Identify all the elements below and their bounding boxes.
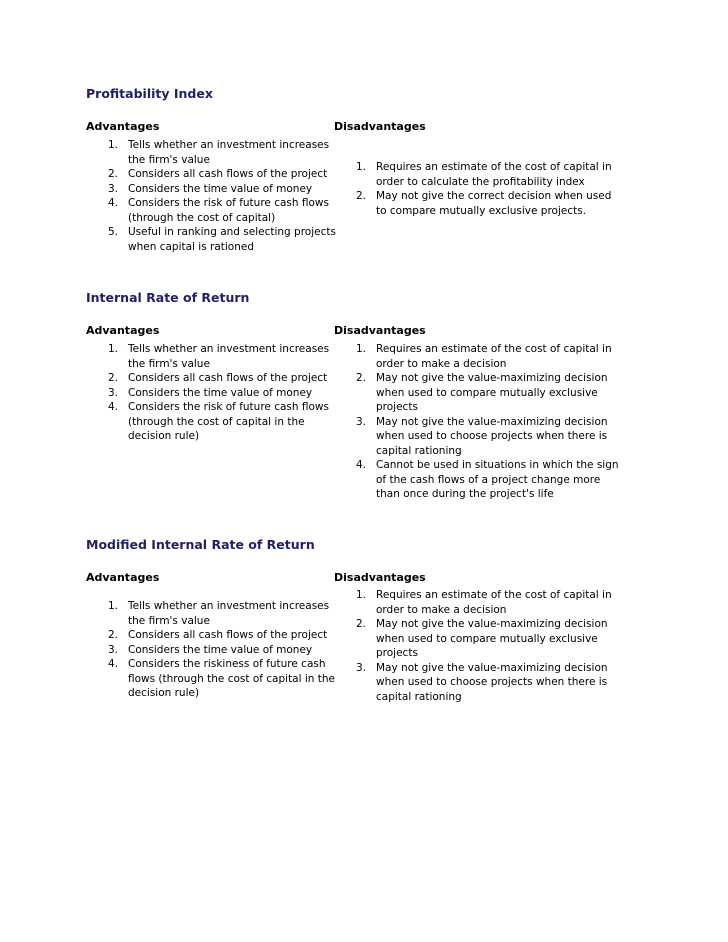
list-item: 2. Considers all cash flows of the project: [108, 629, 328, 641]
list-item: 4. Considers the risk of future cash flows (through the cost of capital): [108, 197, 329, 224]
advantages-list: [86, 138, 336, 254]
list-item: 2. May not give the correct decision when used to compare mutually exclusive projects.: [356, 190, 612, 217]
list-item: 1. Requires an estimate of the cost of capital in order to make a decision: [356, 343, 612, 370]
list-item: 3. Considers the time value of money: [108, 386, 313, 399]
list-item: 1. Tells whether an investment increases the firm's value: [108, 600, 330, 627]
list-item: 5. Useful in ranking and selecting projects when capital is rationed: [108, 226, 336, 253]
advantages-heading: Advantages: [86, 120, 160, 133]
advantages-heading: Advantages: [86, 571, 160, 584]
list-item: 2. May not give the value-maximizing decision when used to compare mutually exclusive projects: [356, 618, 608, 659]
list-item: 3. Considers the time value of money: [108, 643, 313, 656]
disadvantages-heading: Disadvantages: [334, 120, 426, 133]
list-item: 1. Tells whether an investment increases the firm's value: [108, 139, 330, 166]
advantages-list: [86, 342, 336, 444]
list-item: 1. Requires an estimate of the cost of capital in order to make a decision: [356, 589, 612, 616]
list-item: 4. Considers the riskiness of future cash flows (through the cost of capital in the decision rule): [108, 658, 336, 699]
disadvantages-heading: Disadvantages: [334, 324, 426, 337]
section-title: Internal Rate of Return: [86, 290, 250, 305]
disadvantages-list: [334, 588, 624, 704]
list-item: 2. Considers all cash flows of the project: [108, 372, 328, 384]
section-title: Modified Internal Rate of Return: [86, 537, 315, 552]
section-title: Profitability Index: [86, 86, 213, 101]
list-item: 4. Considers the risk of future cash flows (through the cost of capital in the decision rule): [108, 401, 329, 442]
list-item: 2. Considers all cash flows of the project: [108, 168, 328, 180]
list-item: 1. Tells whether an investment increases the firm's value: [108, 343, 330, 370]
list-item: 3. Considers the time value of money: [108, 182, 313, 195]
list-item: 3. May not give the value-maximizing decision when used to choose projects when there is capital rationing: [356, 415, 608, 457]
disadvantages-heading: Disadvantages: [334, 571, 426, 584]
list-item: 3. May not give the value-maximizing decision when used to choose projects when there is capital rationing: [356, 661, 608, 703]
list-item: 1. Requires an estimate of the cost of capital in order to calculate the profitability index: [356, 161, 612, 188]
disadvantages-list: [334, 160, 624, 218]
list-item: 2. May not give the value-maximizing decision when used to compare mutually exclusive projects: [356, 372, 608, 413]
advantages-list: [86, 599, 336, 701]
disadvantages-list: [334, 342, 624, 502]
list-item: 4. Cannot be used in situations in which the sign of the cash flows of a project change more than once during the project's life: [356, 459, 619, 500]
advantages-heading: Advantages: [86, 324, 160, 337]
